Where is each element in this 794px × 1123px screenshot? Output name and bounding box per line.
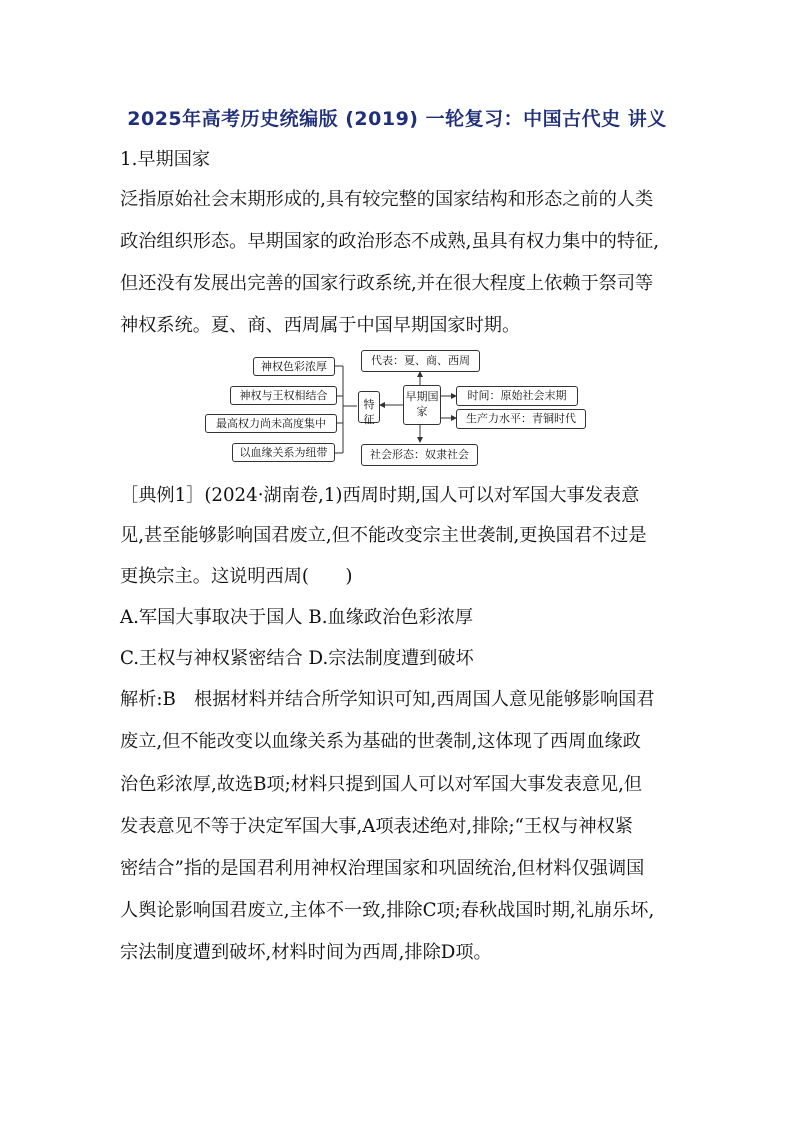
paragraph-line: 但还没有发展出完善的国家行政系统,并在很大程度上依赖于祭司等 [120,273,654,294]
left-item: 最高权力尚未高度集中 [205,414,337,433]
analysis-line: 废立,但不能改变以血缘关系为基础的世袭制,这体现了西周血缘政 [120,731,641,752]
option-line: A.军国大事取决于国人 B.血缘政治色彩浓厚 [120,607,474,628]
analysis-line: 解析:B 根据材料并结合所学知识可知,西周国人意见能够影响国君 [120,689,655,710]
top-box: 代表：夏、商、西周 [361,350,480,372]
left-item: 神权色彩浓厚 [253,357,335,376]
analysis-line: 宗法制度遭到破坏,材料时间为西周,排除D项。 [120,942,492,963]
paragraph-line: 神权系统。夏、商、西周属于中国早期国家时期。 [120,315,521,336]
left-item: 神权与王权相结合 [230,386,337,405]
example-line: 见,甚至能够影响国君废立,但不能改变宗主世袭制,更换国君不过是 [120,525,647,546]
left-item: 以血缘关系为纽带 [232,443,335,462]
analysis-line: 发表意见不等于决定军国大事,A项表述绝对,排除;“王权与神权紧 [120,816,633,837]
example-line: ［典例1］(2024·湖南卷,1)西周时期,国人可以对军国大事发表意 [120,485,640,506]
right-item: 生产力水平：青铜时代 [456,409,586,429]
right-item: 时间：原始社会末期 [456,386,578,406]
early-state-diagram [205,348,595,470]
paragraph-line: 政治组织形态。早期国家的政治形态不成熟,虽具有权力集中的特征, [120,231,660,252]
features-box: 特征 [358,391,380,423]
document-title: 2025年高考历史统编版 (2019) 一轮复习：中国古代史 讲义 [127,108,667,130]
section-heading: 1.早期国家 [120,149,211,170]
center-box: 早期国家 [403,385,441,425]
option-line: C.王权与神权紧密结合 D.宗法制度遭到破坏 [120,648,474,669]
example-line: 更换宗主。这说明西周( ) [120,566,353,587]
analysis-line: 治色彩浓厚,故选B项;材料只提到国人可以对军国大事发表意见,但 [120,774,643,795]
analysis-line: 人舆论影响国君废立,主体不一致,排除C项;春秋战国时期,礼崩乐坏, [120,900,655,921]
bottom-box: 社会形态：奴隶社会 [361,444,478,466]
analysis-line: 密结合”指的是国君利用神权治理国家和巩固统治,但材料仅强调国 [120,858,645,879]
paragraph-line: 泛指原始社会末期形成的,具有较完整的国家结构和形态之前的人类 [120,189,654,210]
